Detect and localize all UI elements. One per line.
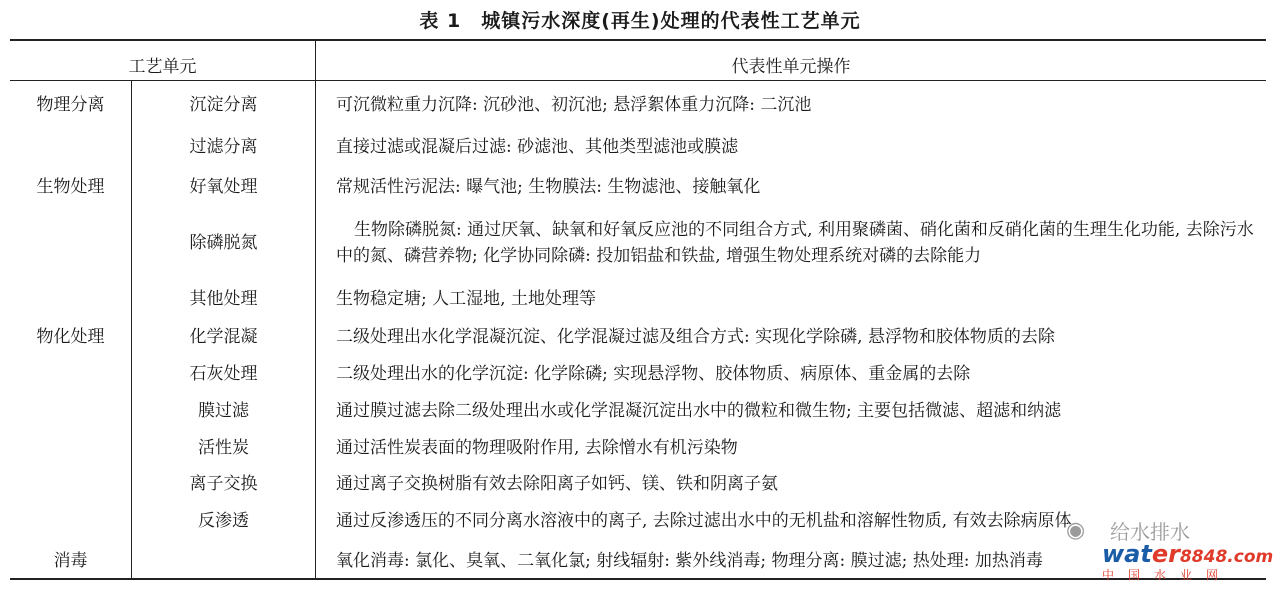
description-cell: 生物除磷脱氮: 通过厌氧、缺氧和好氧反应池的不同组合方式, 利用聚磷菌、硝化菌和反硝化菌的生理生化功能, 去除污水中的氮、磷营养物; 化学协同除磷: 投加铝盐和铁盐, 增强生物处理系统对磷的去除能力: [336, 220, 1254, 266]
table-header-rule: [10, 80, 1266, 81]
category-cell: 消毒: [53, 551, 88, 571]
unit-cell: 除磷脱氮: [189, 233, 258, 253]
description-cell: 通过活性炭表面的物理吸附作用, 去除憎水有机污染物: [336, 438, 738, 458]
unit-cell: 沉淀分离: [189, 95, 258, 115]
unit-cell: 反渗透: [198, 511, 249, 531]
description-cell: 通过反渗透压的不同分离水溶液中的离子, 去除过滤出水中的无机盐和溶解性物质, 有效去除病原体: [336, 511, 1072, 531]
description-cell: 可沉微粒重力沉降: 沉砂池、初沉池; 悬浮絮体重力沉降: 二沉池: [336, 95, 812, 115]
description-cell: 氧化消毒: 氯化、臭氧、二氧化氯; 射线辐射: 紫外线消毒; 物理分离: 膜过滤; 热处理: 加热消毒: [336, 551, 1043, 571]
unit-cell: 过滤分离: [189, 137, 258, 157]
description-cell: 直接过滤或混凝后过滤: 砂滤池、其他类型滤池或膜滤: [336, 137, 739, 157]
description-cell: 通过膜过滤去除二级处理出水或化学混凝沉淀出水中的微粒和微生物; 主要包括微滤、超滤和纳滤: [336, 401, 1062, 421]
table-title: 表 1 城镇污水深度(再生)处理的代表性工艺单元: [419, 10, 861, 32]
watermark-account: 给水排水: [1110, 520, 1190, 544]
watermark-site-logo: water8848.com: [1102, 540, 1274, 568]
header-operation: 代表性单元操作: [731, 57, 851, 77]
unit-cell: 好氧处理: [189, 177, 258, 197]
unit-cell: 离子交换: [189, 474, 258, 494]
table-bottom-rule: [10, 578, 1266, 580]
category-cell: 物理分离: [36, 95, 105, 115]
category-cell: 物化处理: [36, 327, 105, 347]
description-cell: 通过离子交换树脂有效去除阳离子如钙、镁、铁和阴离子氨: [336, 474, 778, 494]
description-cell: 二级处理出水化学混凝沉淀、化学混凝过滤及组合方式: 实现化学除磷, 悬浮物和胶体物质的去除: [336, 327, 1055, 347]
header-process-unit: 工艺单元: [128, 57, 197, 77]
unit-cell: 活性炭: [198, 438, 249, 458]
description-cell: 二级处理出水的化学沉淀: 化学除磷; 实现悬浮物、胶体物质、病原体、重金属的去除: [336, 364, 971, 384]
unit-cell: 其他处理: [189, 289, 258, 309]
watermark: [1066, 516, 1274, 582]
table-top-rule: [10, 39, 1266, 41]
column-divider: [315, 40, 316, 579]
unit-cell: 膜过滤: [198, 401, 249, 421]
description-cell: 常规活性污泥法: 曝气池; 生物膜法: 生物滤池、接触氧化: [336, 177, 761, 197]
unit-cell: 石灰处理: [189, 364, 258, 384]
wechat-icon: ◉: [1066, 518, 1086, 543]
description-cell: 生物稳定塘; 人工湿地, 土地处理等: [336, 289, 596, 309]
unit-cell: 化学混凝: [189, 327, 258, 347]
watermark-site-name: 中国水业网: [1102, 568, 1233, 582]
category-cell: 生物处理: [36, 177, 105, 197]
